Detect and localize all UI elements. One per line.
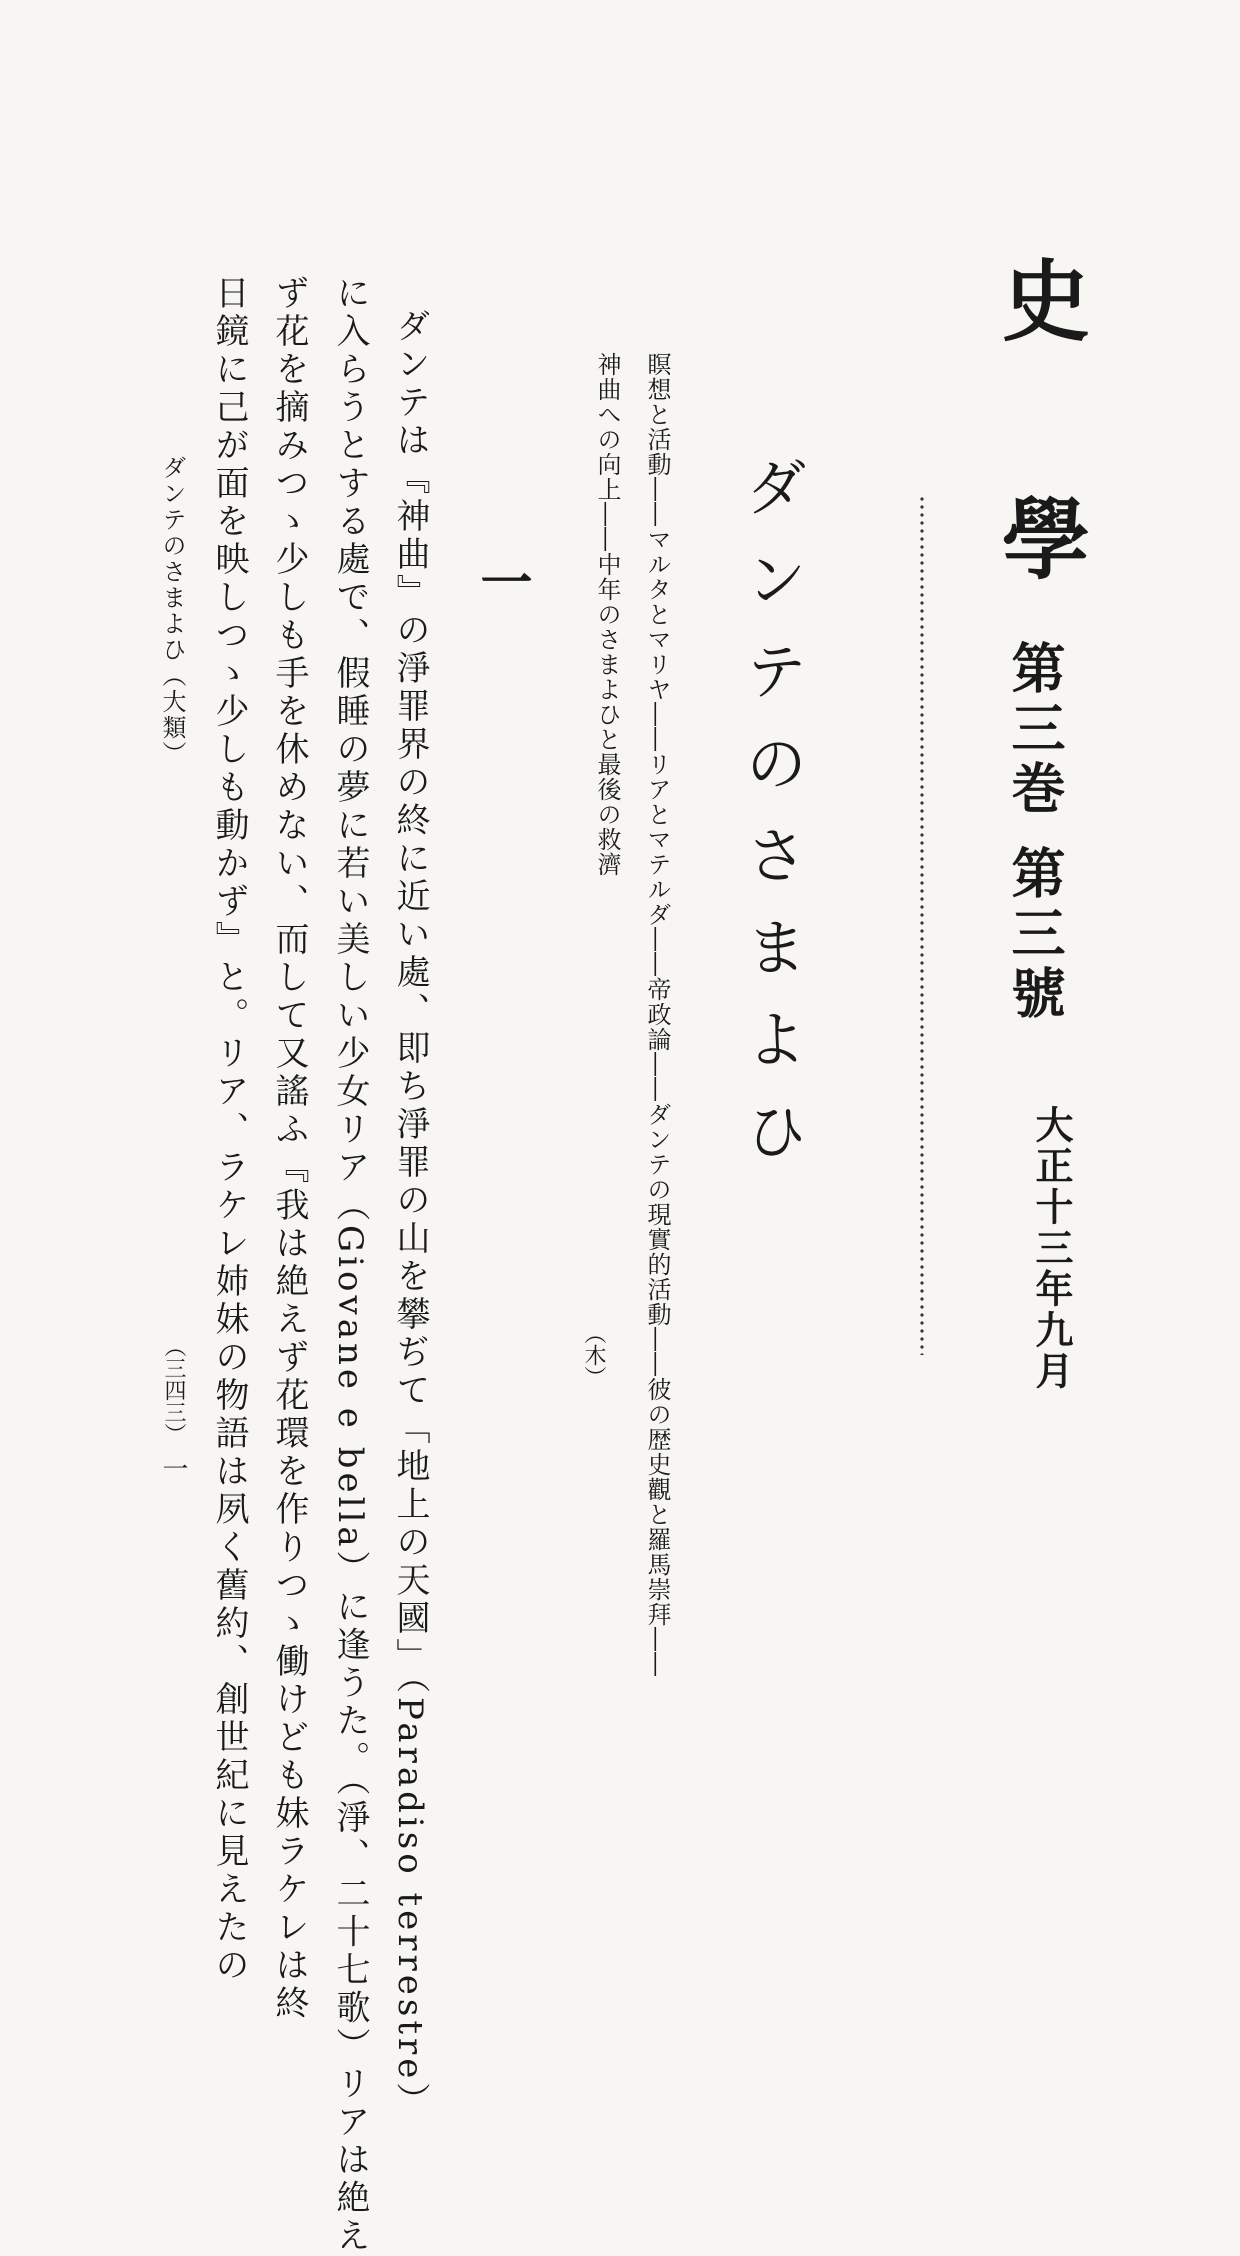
page-number: 一: [158, 1455, 188, 1481]
body-text-line: に入らうとする處で、假睡の夢に若い美しい少女リア（Giovane e bella）に逢うた。（淨、二十七歌）リアは絶え: [330, 275, 370, 2256]
page-reference: （三四三）: [161, 1335, 186, 1445]
body-text-line: 日鏡に己が面を映しつゝ少しも動かず』と。リア、ラケレ姉妹の物語は夙く舊約、創世紀に見えたの: [209, 275, 249, 1985]
section-number: 一: [471, 555, 532, 607]
running-title: ダンテのさまよひ（大類）: [158, 455, 186, 767]
journal-issue: 第三巻 第三號: [1003, 640, 1067, 1025]
body-text-line: ダンテは『神曲』の淨罪界の終に近い處、即ち淨罪の山を攀ぢて「地上の天國」（Paradiso terrestre）: [390, 308, 430, 2121]
toc-line: 瞑想と活動――マルタとマリヤ――リアとマテルダ――帝政論――ダンテの現實的活動――彼の歴史觀と羅馬崇拜――: [643, 352, 671, 1677]
journal-name: 史學: [988, 255, 1092, 731]
author-mark: （木）: [581, 1322, 606, 1388]
body-text-line: ず花を摘みつゝ少しも手を休めない、而して又謠ふ『我は絶えず花環を作りつゝ働けども妹ラケレは終: [269, 275, 309, 2023]
toc-line: 神曲への向上――中年のさまよひと最後の救濟: [593, 352, 621, 877]
wavy-divider: [918, 495, 926, 1355]
journal-date: 大正十三年九月: [1029, 1105, 1073, 1392]
article-title: ダンテのさまよひ: [735, 455, 808, 1191]
